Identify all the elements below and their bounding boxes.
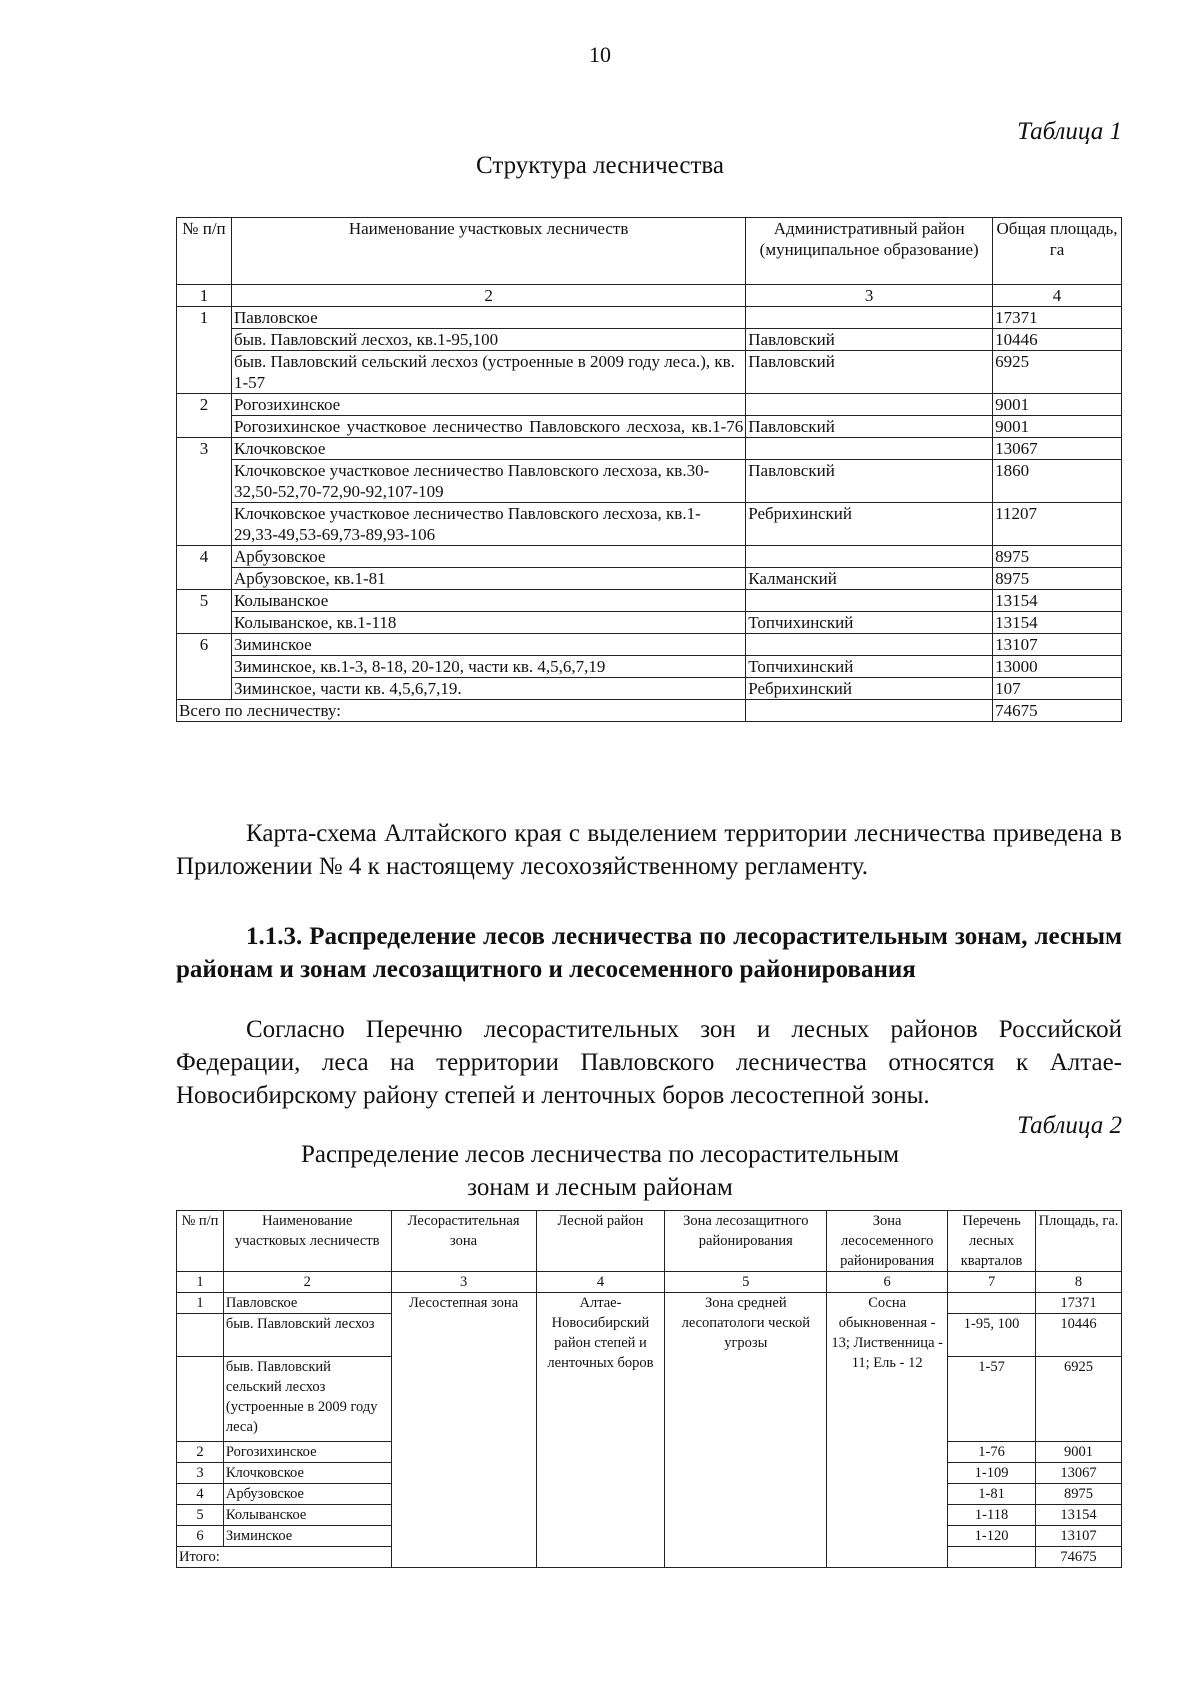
table2-colnum-cell: 4 [536, 1272, 665, 1293]
forestry-name: Рогозихинское участковое лесничество Павловского лесхоза, кв.1-76 [231, 416, 745, 438]
district [746, 394, 993, 416]
row-number [177, 656, 232, 678]
area: 9001 [1036, 1442, 1122, 1463]
forestry-name: Арбузовское [223, 1484, 391, 1505]
table1-header-cell: Административный район (муниципальное образование) [746, 218, 993, 285]
zone-paragraph: Согласно Перечню лесорастительных зон и лесных районов Российской Федерации, леса на территории Павловского лесничества относятся к Алтае-Новосибирскому району степей и ленточных боров лесостепной зоны. [176, 1016, 1122, 1109]
area: 8975 [993, 568, 1122, 590]
table2-colnum-cell: 3 [391, 1272, 536, 1293]
area: 10446 [993, 329, 1122, 351]
forestry-name: Зиминское [231, 634, 745, 656]
table1-header-cell: Общая площадь, га [993, 218, 1122, 285]
area: 8975 [1036, 1484, 1122, 1505]
forestry-name: Клочковское участковое лесничество Павловского лесхоза, кв.30-32,50-52,70-72,90-92,107-109 [231, 460, 745, 503]
table1-header-cell: № п/п [177, 218, 232, 285]
table-row [177, 634, 1122, 656]
row-number [177, 678, 232, 700]
forestry-name: Клочковское участковое лесничество Павловского лесхоза, кв.1-29,33-49,53-69,73-89,93-106 [231, 503, 745, 546]
area: 11207 [993, 503, 1122, 546]
row-number: 3 [177, 438, 232, 460]
forestry-name: Клочковское [231, 438, 745, 460]
table1-header-cell: Наименование участковых лесничеств [231, 218, 745, 285]
district [746, 546, 993, 568]
table1-colnum-cell: 1 [177, 285, 232, 307]
row-number [177, 612, 232, 634]
district: Калманский [746, 568, 993, 590]
forestry-name: Рогозихинское [231, 394, 745, 416]
table-row [177, 568, 1122, 590]
table2-colnum-cell: 2 [223, 1272, 391, 1293]
forestry-name: Рогозихинское [223, 1442, 391, 1463]
row-number: 4 [177, 1484, 224, 1505]
district [746, 438, 993, 460]
area: 9001 [993, 416, 1122, 438]
quarters: 1-120 [948, 1526, 1036, 1547]
table2-header-cell: № п/п [177, 1211, 224, 1272]
table1-header-row [177, 218, 1122, 285]
table-row [177, 460, 1122, 503]
table-row [177, 503, 1122, 546]
district: Топчихинский [746, 612, 993, 634]
forestry-name: Арбузовское [231, 546, 745, 568]
table-row [177, 351, 1122, 394]
area: 1860 [993, 460, 1122, 503]
table2-header-row [177, 1211, 1122, 1272]
forestry-name: Арбузовское, кв.1-81 [231, 568, 745, 590]
total-quarters [948, 1547, 1036, 1568]
row-number: 1 [177, 307, 232, 329]
table-row [177, 612, 1122, 634]
district [746, 307, 993, 329]
row-number [177, 460, 232, 503]
table1-colnum-cell: 3 [746, 285, 993, 307]
area: 13000 [993, 656, 1122, 678]
forestry-name: быв. Павловский лесхоз, кв.1-95,100 [231, 329, 745, 351]
row-number [177, 1357, 224, 1442]
district [746, 590, 993, 612]
table2-header-cell: Лесорастительная зона [391, 1211, 536, 1272]
table-row [177, 416, 1122, 438]
table-row [177, 678, 1122, 700]
district: Топчихинский [746, 656, 993, 678]
table2-title-line2: зонам и лесным районам [467, 1174, 733, 1201]
district: Павловский [746, 351, 993, 394]
district: Павловский [746, 416, 993, 438]
table2-header-cell: Площадь, га. [1036, 1211, 1122, 1272]
area: 13107 [993, 634, 1122, 656]
quarters: 1-57 [948, 1357, 1036, 1442]
row-number [177, 329, 232, 351]
table-row [177, 590, 1122, 612]
quarters: 1-95, 100 [948, 1314, 1036, 1357]
district [746, 634, 993, 656]
row-number: 2 [177, 394, 232, 416]
table2-header-cell: Зона лесосеменного районирования [827, 1211, 948, 1272]
area: 17371 [993, 307, 1122, 329]
area: 13154 [1036, 1505, 1122, 1526]
table2 [176, 1210, 1122, 1568]
table-row [177, 329, 1122, 351]
forest-district: Алтае-Новосибирский район степей и ленточных боров [536, 1293, 665, 1568]
forestry-name: быв. Павловский сельский лесхоз (устроенные в 2009 году леса) [223, 1357, 391, 1442]
row-number [177, 351, 232, 394]
seed-zone: Сосна обыкновенная - 13; Лиственница - 11; Ель - 12 [827, 1293, 948, 1568]
forestry-name: Павловское [223, 1293, 391, 1314]
table-row [177, 656, 1122, 678]
quarters: 1-118 [948, 1505, 1036, 1526]
forestry-name: Зиминское, кв.1-3, 8-18, 20-120, части кв. 4,5,6,7,19 [231, 656, 745, 678]
total-area: 74675 [1036, 1547, 1122, 1568]
forestry-name: Колыванское [223, 1505, 391, 1526]
table2-label: Таблица 2 [1017, 1112, 1122, 1139]
table2-header-cell: Зона лесозащитного районирования [665, 1211, 827, 1272]
area: 13107 [1036, 1526, 1122, 1547]
table-row [177, 1293, 1122, 1314]
area: 13154 [993, 590, 1122, 612]
table1-colnum-row [177, 285, 1122, 307]
row-number: 5 [177, 1505, 224, 1526]
area: 13067 [1036, 1463, 1122, 1484]
row-number: 3 [177, 1463, 224, 1484]
vegetation-zone: Лесостепная зона [391, 1293, 536, 1568]
table2-colnum-cell: 5 [665, 1272, 827, 1293]
table2-header-cell: Лесной район [536, 1211, 665, 1272]
table1 [176, 217, 1122, 722]
table1-total-row [177, 700, 1122, 722]
row-number: 6 [177, 1526, 224, 1547]
area: 6925 [1036, 1357, 1122, 1442]
total-district [746, 700, 993, 722]
table1-label: Таблица 1 [1017, 118, 1122, 145]
table-row [177, 307, 1122, 329]
table1-title: Структура лесничества [476, 152, 724, 179]
district: Павловский [746, 460, 993, 503]
forestry-name: Колыванское, кв.1-118 [231, 612, 745, 634]
table2-colnum-cell: 6 [827, 1272, 948, 1293]
row-number [177, 568, 232, 590]
table2-header-cell: Наименование участковых лесничеств [223, 1211, 391, 1272]
table-row [177, 546, 1122, 568]
row-number [177, 416, 232, 438]
district: Ребрихинский [746, 678, 993, 700]
forestry-name: Зиминское, части кв. 4,5,6,7,19. [231, 678, 745, 700]
forestry-name: Клочковское [223, 1463, 391, 1484]
forestry-name: Колыванское [231, 590, 745, 612]
quarters: 1-76 [948, 1442, 1036, 1463]
row-number: 4 [177, 546, 232, 568]
row-number: 6 [177, 634, 232, 656]
table2-title-line1: Распределение лесов лесничества по лесорастительным [300, 1141, 900, 1168]
area: 107 [993, 678, 1122, 700]
total-area: 74675 [993, 700, 1122, 722]
table2-colnum-cell: 1 [177, 1272, 224, 1293]
row-number: 1 [177, 1293, 224, 1314]
total-label: Итого: [177, 1547, 392, 1568]
table2-colnum-cell: 8 [1036, 1272, 1122, 1293]
area: 10446 [1036, 1314, 1122, 1357]
table2-colnum-row [177, 1272, 1122, 1293]
table2-header-cell: Перечень лесных кварталов [948, 1211, 1036, 1272]
row-number: 2 [177, 1442, 224, 1463]
table1-colnum-cell: 4 [993, 285, 1122, 307]
row-number [177, 503, 232, 546]
row-number [177, 1314, 224, 1357]
area: 13067 [993, 438, 1122, 460]
table1-colnum-cell: 2 [231, 285, 745, 307]
quarters [948, 1293, 1036, 1314]
forestry-name: быв. Павловский сельский лесхоз (устроенные в 2009 году леса.), кв. 1-57 [231, 351, 745, 394]
section-heading: 1.1.3. Распределение лесов лесничества по лесорастительным зонам, лесным районам и зонам лесозащитного и лесосеменного районирования [176, 923, 1122, 983]
map-paragraph: Карта-схема Алтайского края с выделением территории лесничества приведена в Приложении № 4 к настоящему лесохозяйственному регламенту. [176, 820, 1122, 880]
area: 6925 [993, 351, 1122, 394]
district: Ребрихинский [746, 503, 993, 546]
total-label: Всего по лесничеству: [177, 700, 746, 722]
table-row [177, 438, 1122, 460]
area: 17371 [1036, 1293, 1122, 1314]
area: 13154 [993, 612, 1122, 634]
quarters: 1-81 [948, 1484, 1036, 1505]
area: 8975 [993, 546, 1122, 568]
quarters: 1-109 [948, 1463, 1036, 1484]
forestry-name: быв. Павловский лесхоз [223, 1314, 391, 1357]
table2-colnum-cell: 7 [948, 1272, 1036, 1293]
page-number: 10 [589, 42, 611, 67]
forestry-name: Зиминское [223, 1526, 391, 1547]
row-number: 5 [177, 590, 232, 612]
protection-zone: Зона средней лесопатологи ческой угрозы [665, 1293, 827, 1568]
table-row [177, 394, 1122, 416]
district: Павловский [746, 329, 993, 351]
forestry-name: Павловское [231, 307, 745, 329]
area: 9001 [993, 394, 1122, 416]
